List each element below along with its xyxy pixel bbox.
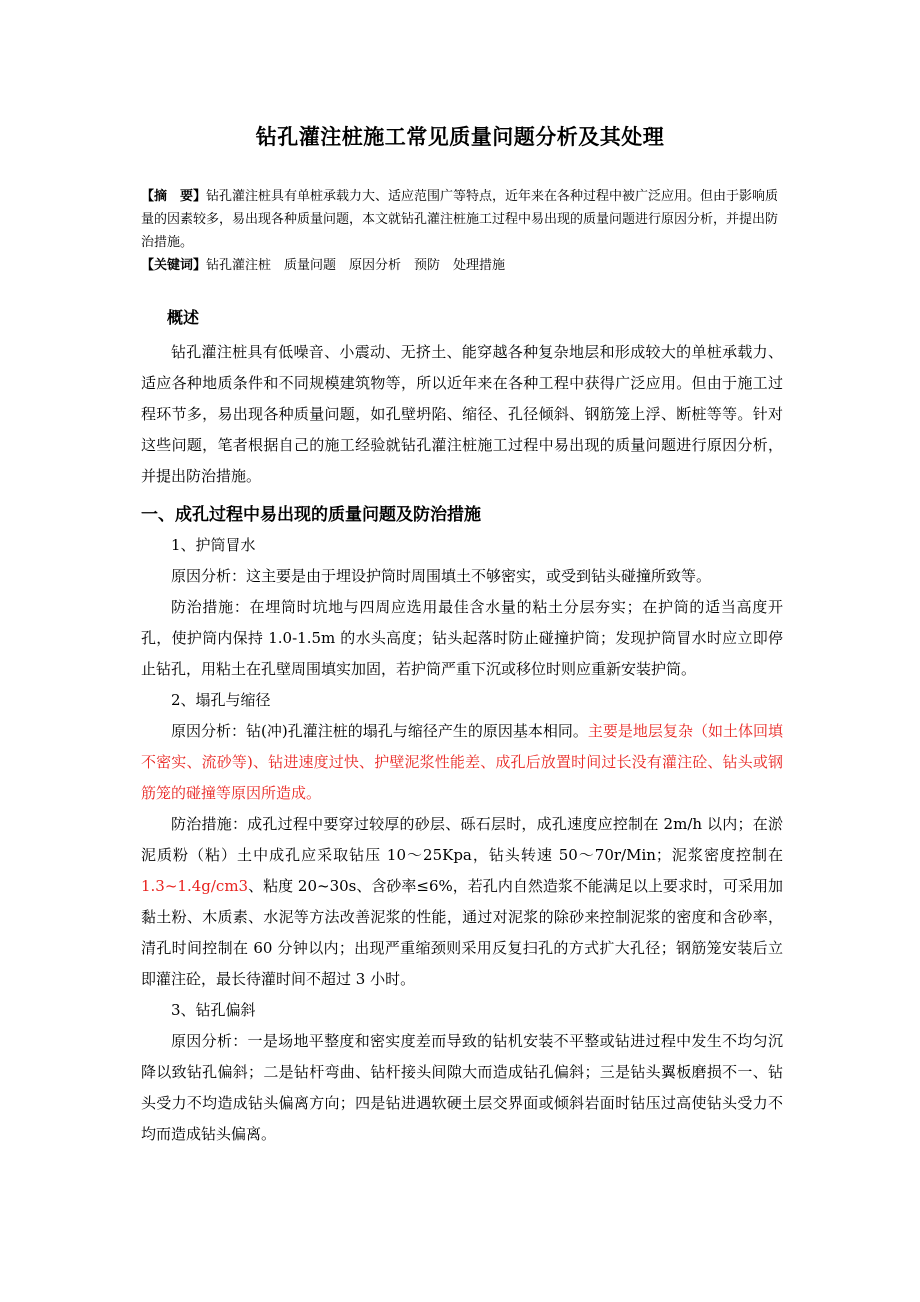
section-heading: 一、成孔过程中易出现的质量问题及防治措施: [141, 505, 481, 525]
overview-paragraph: 钻孔灌注桩具有低噪音、小震动、无挤土、能穿越各种复杂地层和形成较大的单桩承载力、适应各种地质条件和不同规模建筑物等，所以近年来在各种工程中获得广泛应用。但由于施工过程环节多，易出现各种质量问题，如孔壁坍陷、缩径、孔径倾斜、钢筋笼上浮、断桩等等。针对这些问题，笔者根据自己的施工经验就钻孔灌注桩施工过程中易出现的质量问题进行原因分析，并提出防治措施。: [141, 343, 783, 485]
subsection-title-1: 1、护筒冒水: [171, 536, 256, 554]
subsection-title-2: 2、塌孔与缩径: [171, 691, 271, 709]
abstract-text: 钻孔灌注桩具有单桩承载力大、适应范围广等特点，近年来在各种过程中被广泛应用。但由于影响质量的因素较多，易出现各种质量问题，本文就钻孔灌注桩施工过程中易出现的质量问题进行原因分析，并提出防治措施。: [141, 189, 779, 250]
keywords-label: 【关键词】: [141, 258, 207, 273]
document-title: 钻孔灌注桩施工常见质量问题分析及其处理: [255, 125, 665, 149]
subsection-title-3: 3、钻孔偏斜: [171, 1001, 256, 1019]
cause-text-2: 原因分析：钻(冲)孔灌注桩的塌孔与缩径产生的原因基本相同。: [171, 722, 588, 740]
measures-highlight-2: 1.3~1.4g/cm3: [141, 877, 249, 895]
measures-text-2b: 、粘度 20~30s、含砂率≤6%，若孔内自然造浆不能满足以上要求时，可采用加黏土粉、木质素、水泥等方法改善泥浆的性能，通过对泥浆的除砂来控制泥浆的密度和含砂率，清孔时间控制在 60 分钟以内；出现严重缩颈则采用反复扫孔的方式扩大孔径；钢筋笼安装后立即灌注砼，最长待灌时间不超过 3 小时。: [141, 877, 783, 988]
abstract-block: [141, 185, 783, 277]
keywords-text: 钻孔灌注桩 质量问题 原因分析 预防 处理措施: [206, 258, 506, 273]
cause-paragraph-1: 原因分析：这主要是由于埋设护筒时周围填土不够密实，或受到钻头碰撞所致等。: [171, 567, 712, 585]
measures-paragraph-2: [141, 809, 783, 995]
measures-text-2a: 防治措施：成孔过程中要穿过较厚的砂层、砾石层时，成孔速度应控制在 2m/h 以内；在淤泥质粉（粘）土中成孔应采取钻压 10～25Kpa，钻头转速 50～70r/Min；泥浆密度控制在: [141, 815, 783, 864]
cause-paragraph-3: 原因分析：一是场地平整度和密实度差而导致的钻机安装不平整或钻进过程中发生不均匀沉降以致钻孔偏斜；二是钻杆弯曲、钻杆接头间隙大而造成钻孔偏斜；三是钻头翼板磨损不一、钻头受力不均造成钻头偏离方向；四是钻进遇软硬土层交界面或倾斜岩面时钻压过高使钻头受力不均而造成钻头偏离。: [141, 1032, 783, 1143]
cause-highlight-2: 主要是地层复杂（如土体回填不密实、流砂等)、钻进速度过快、护壁泥浆性能差、成孔后放置时间过长没有灌注砼、钻头或钢筋笼的碰撞等原因所造成。: [141, 722, 783, 802]
abstract-label: 【摘 要】: [141, 189, 207, 204]
overview-block: [141, 337, 783, 492]
keywords-paragraph: [141, 254, 783, 277]
section-body: [141, 530, 783, 1150]
cause-paragraph-2: [141, 716, 783, 809]
abstract-paragraph: [141, 185, 783, 254]
overview-heading: 概述: [167, 308, 200, 327]
measures-paragraph-1: 防治措施：在埋筒时坑地与四周应选用最佳含水量的粘土分层夯实；在护筒的适当高度开孔，使护筒内保持 1.0-1.5m 的水头高度；钻头起落时防止碰撞护筒；发现护筒冒水时应立即停止钻孔，用粘土在孔壁周围填实加固，若护筒严重下沉或移位时则应重新安装护筒。: [141, 598, 783, 678]
